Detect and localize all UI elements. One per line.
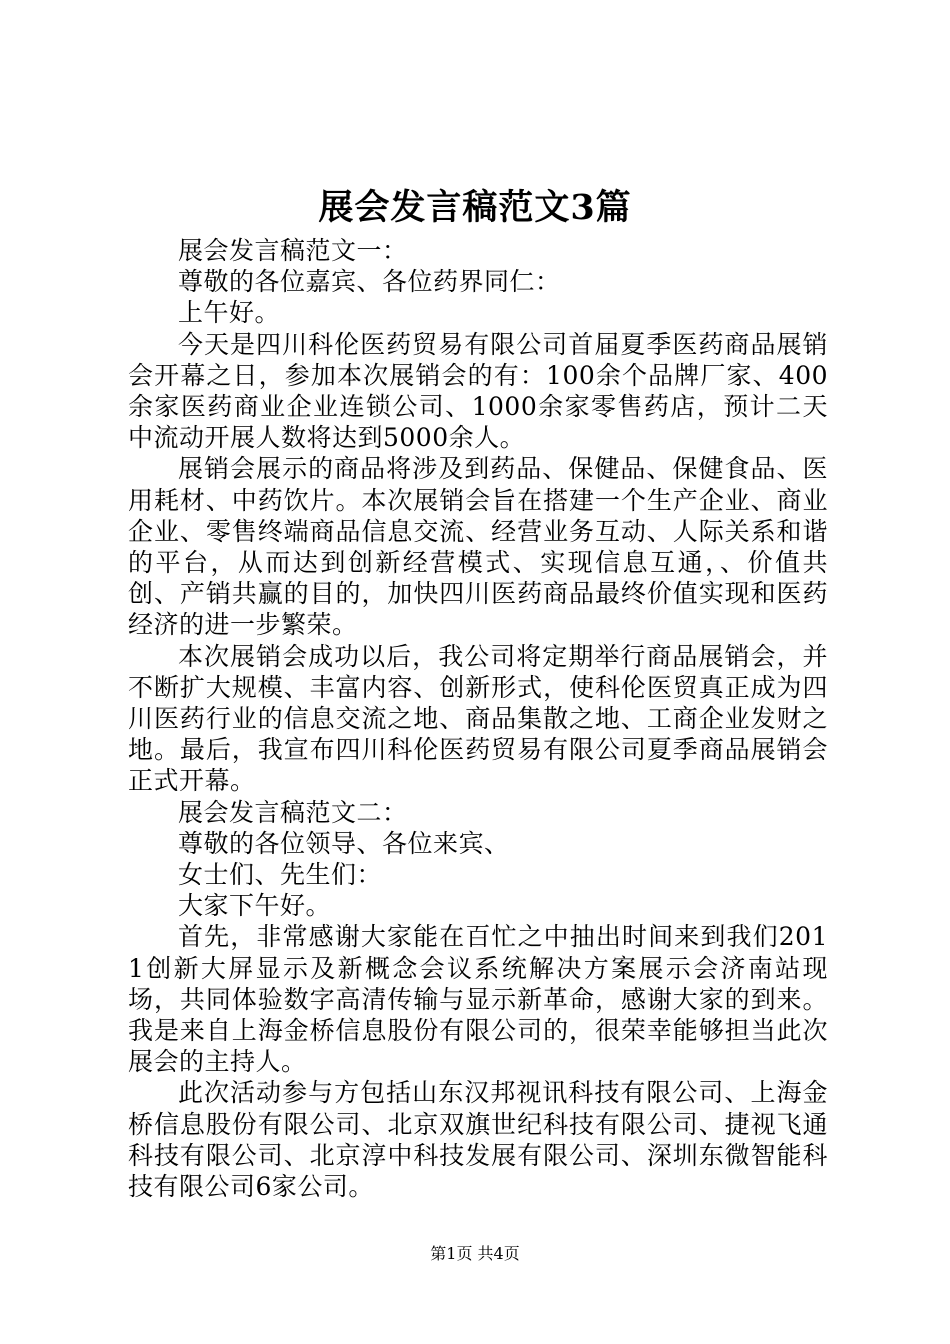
section-heading-two: 展会发言稿范文二：: [178, 797, 408, 827]
section-heading-one: 展会发言稿范文一：: [178, 236, 408, 265]
document-body: [128, 235, 828, 1202]
page-indicator: 第1页 共4页: [430, 1244, 520, 1263]
body-paragraph: 本次展销会成功以后，我公司将定期举行商品展销会，并不断扩大规模、丰富内容、创新形式，使科伦医贸真正成为四川医药行业的信息交流之地、商品集散之地、工商企业发财之地。最后，我宣布四川科伦医药贸易有限公司夏季商品展销会正式开幕。: [128, 641, 828, 796]
greeting: 上午好。: [178, 298, 281, 328]
body-paragraph: 展销会展示的商品将涉及到药品、保健品、保健食品、医用耗材、中药饮片。本次展销会旨在搭建一个生产企业、商业企业、零售终端商品信息交流、经营业务互动、人际关系和谐的平台，从而达到创新经营模式、实现信息互通，、价值共创、产销共赢的目的，加快四川医药商品最终价值实现和医药经济的进一步繁荣。: [128, 454, 828, 640]
greeting: 大家下午好。: [178, 891, 332, 921]
salutation: 尊敬的各位嘉宾、各位药界同仁：: [178, 267, 561, 297]
salutation: 尊敬的各位领导、各位来宾、: [178, 828, 510, 858]
body-paragraph: 今天是四川科伦医药贸易有限公司首届夏季医药商品展销会开幕之日，参加本次展销会的有：100余个品牌厂家、400余家医药商业企业连锁公司、1000余家零售药店，预计二天中流动开展人数将达到5000余人。: [128, 329, 828, 453]
page-title: 展会发言稿范文3篇: [318, 187, 632, 228]
body-paragraph: 此次活动参与方包括山东汉邦视讯科技有限公司、上海金桥信息股份有限公司、北京双旗世纪科技有限公司、捷视飞通科技有限公司、北京淳中科技发展有限公司、深圳东微智能科技有限公司6家公司。: [128, 1078, 828, 1202]
body-paragraph: 首先，非常感谢大家能在百忙之中抽出时间来到我们2011创新大屏显示及新概念会议系统解决方案展示会济南站现场，共同体验数字高清传输与显示新革命，感谢大家的到来。我是来自上海金桥信息股份有限公司的，很荣幸能够担当此次展会的主持人。: [128, 922, 828, 1077]
salutation: 女士们、先生们：: [178, 860, 383, 890]
